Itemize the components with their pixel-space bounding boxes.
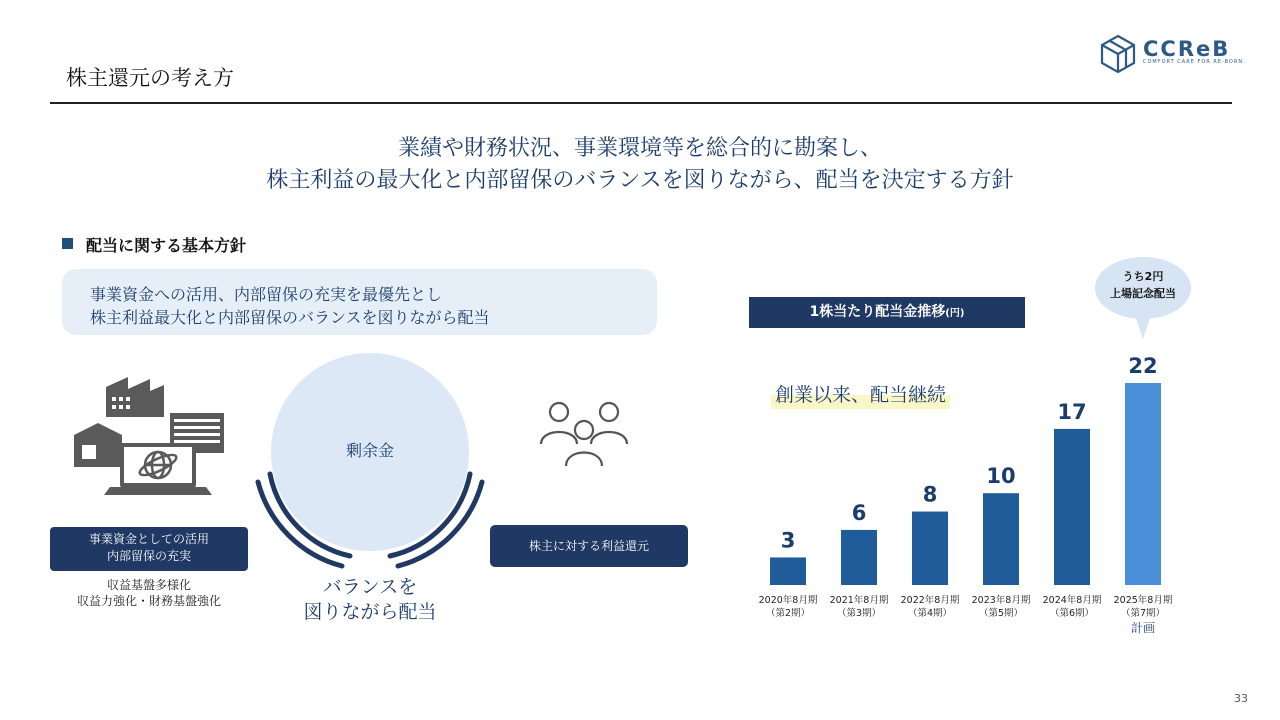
x-tick-label-4: 2023年8月期 [971,595,1031,606]
x-tick-period-4: （第5期） [978,608,1024,619]
bar-5 [1054,429,1090,585]
x-tick-note-6: 計画 [1130,621,1156,635]
chart-title-unit: (円) [945,308,965,319]
left-note-2: 収益力強化・財務基盤強化 [76,594,221,608]
header-divider [50,102,1232,104]
internal-reserve-box [50,527,248,571]
x-tick-label-3: 2022年8月期 [900,595,960,606]
section-title: 配当に関する基本方針 [86,236,247,255]
balance-text-1: バランスを [322,576,418,598]
bar-3 [912,512,948,585]
surplus-label: 剰余金 [345,441,394,460]
x-tick-label-1: 2020年8月期 [758,595,818,606]
shareholder-return-box: 株主に対する利益還元 [490,525,688,567]
bar-6 [1125,383,1161,585]
x-tick-period-2: （第3期） [836,608,882,619]
x-tick-period-3: （第4期） [907,608,953,619]
left-note-1: 収益基盤多様化 [106,578,191,592]
x-tick-period-6: （第7期） [1120,608,1166,619]
bar-4 [983,493,1019,585]
cube-logo-icon [1102,36,1134,72]
headline-line-1: 業績や財務状況、事業環境等を総合的に勘案し、 [397,136,882,161]
internal-reserve-line-1: 事業資金としての活用 [88,532,209,546]
dividend-bar-chart [740,340,1220,650]
balance-text-2: 図りながら配当 [303,601,437,623]
internal-reserve-line-2: 内部留保の充実 [106,549,191,563]
policy-line-1: 事業資金への活用、内部留保の充実を最優先とし [90,285,443,304]
bar-value-label-3: 8 [922,482,938,507]
x-tick-label-2: 2021年8月期 [829,595,889,606]
bar-2 [841,530,877,585]
chart-subtitle: 創業以来、配当継続 [771,378,950,409]
page-number: 33 [1234,692,1248,705]
x-tick-label-5: 2024年8月期 [1042,595,1102,606]
callout-line-2: 上場記念配当 [1110,287,1176,300]
logo-tagline: COMFORT CARE FOR RE-BORN [1143,59,1244,65]
policy-line-2: 株主利益最大化と内部留保のバランスを図りながら配当 [90,308,490,327]
x-tick-period-5: （第6期） [1049,608,1095,619]
logo-wordmark: CCReB [1143,37,1231,61]
callout-line-1: うち2円 [1122,270,1164,283]
page-title: 株主還元の考え方 [66,66,234,90]
bar-value-label-5: 17 [1057,399,1087,424]
chart-title-text: 1株当たり配当金推移 [809,304,946,320]
bar-value-label-1: 3 [780,528,796,553]
bar-value-label-4: 10 [986,464,1016,489]
section-bullet-icon [62,238,73,249]
bar-value-label-2: 6 [851,500,867,525]
x-tick-label-6: 2025年8月期 [1113,595,1173,606]
x-tick-period-1: （第2期） [765,608,811,619]
balance-arcs-icon [250,460,490,570]
shareholders-icon [537,400,632,472]
bar-1 [770,557,806,585]
bar-value-label-6: 22 [1128,354,1158,378]
buildings-laptop-icon [72,375,230,500]
chart-title [749,297,1025,328]
headline-line-2: 株主利益の最大化と内部留保のバランスを図りながら、配当を決定する方針 [266,168,1014,193]
